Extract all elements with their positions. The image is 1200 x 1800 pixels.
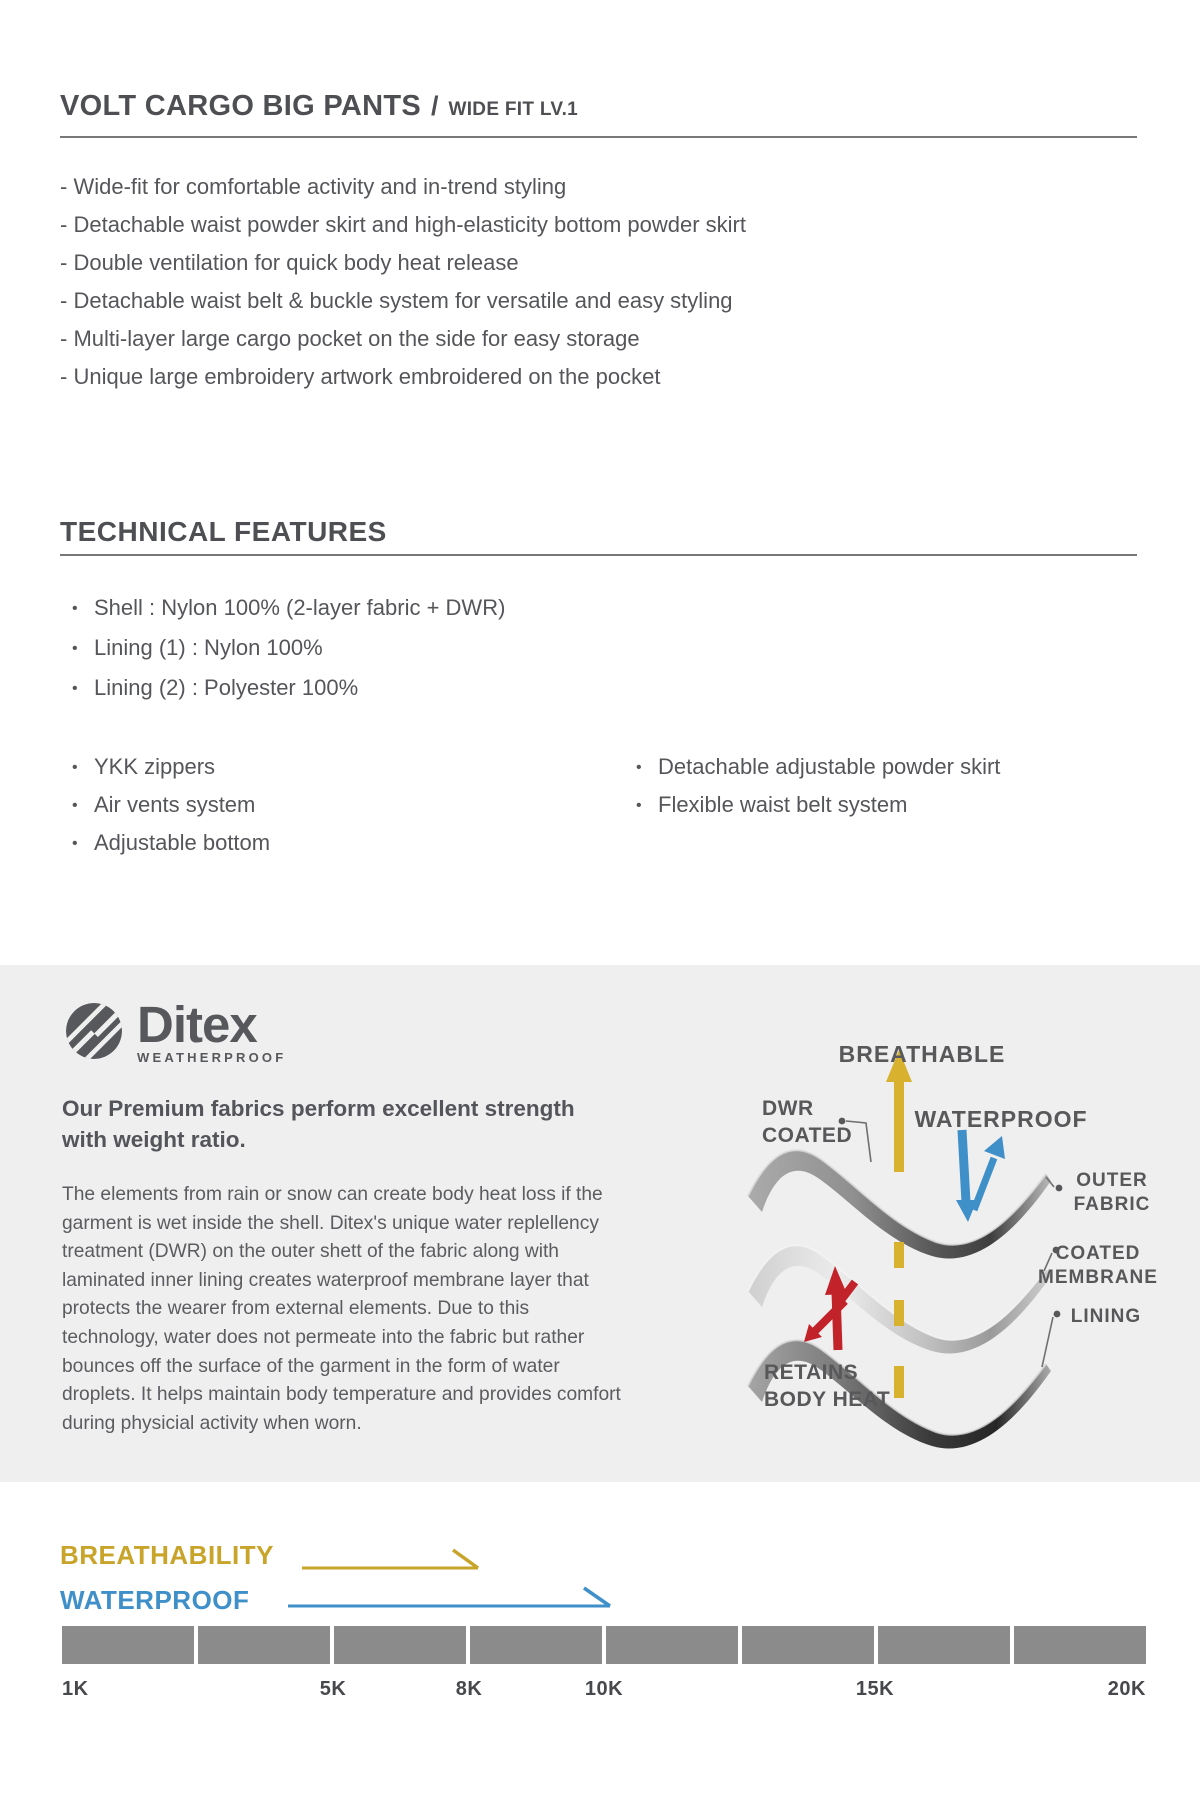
waterproof-scale-label: WATERPROOF: [60, 1585, 250, 1615]
title-underline: [60, 136, 1137, 138]
fit-label: WIDE FIT LV.1: [448, 99, 579, 120]
detail-item: • Flexible waist belt system: [630, 786, 1000, 824]
detail-item: • Adjustable bottom: [66, 824, 270, 862]
detail-item: • YKK zippers: [66, 748, 270, 786]
scale-segment: [1014, 1626, 1146, 1664]
detail-item: • Detachable adjustable powder skirt: [630, 748, 1000, 786]
outer-fabric-label: OUTER: [1076, 1170, 1148, 1191]
scale-segment: [334, 1626, 466, 1664]
technical-features-heading: TECHNICAL FEATURES: [60, 516, 387, 547]
detail-item: • Air vents system: [66, 786, 270, 824]
retains-body-heat-label: BODY HEAT: [764, 1388, 891, 1411]
scale-segment: [198, 1626, 330, 1664]
feature-list: [60, 168, 746, 396]
material-item: • Lining (2) : Polyester 100%: [66, 668, 505, 708]
scale-tick: 1K: [62, 1678, 89, 1700]
scale-tick: 8K: [455, 1678, 483, 1700]
breathability-label: BREATHABILITY: [60, 1540, 275, 1570]
feature-item: - Detachable waist belt & buckle system for versatile and easy styling: [60, 282, 746, 320]
feature-item: - Double ventilation for quick body heat release: [60, 244, 746, 282]
dwr-coated-label: COATED: [762, 1124, 853, 1147]
brand-tagline: WEATHERPROOF: [137, 1050, 287, 1065]
breathability-line: [300, 1548, 482, 1572]
fabric-description: The elements from rain or snow can create body heat loss if the garment is wet inside the shell. Ditex's unique water replellency treatment (DWR) on the outer shett of the fabric along with laminated inner lining creates waterproof membrane layer that protects the wearer from external elements. Due to this technology, water does not permeate into the fabric but rather bounces off the surface of the garment in the form of water droplets. It helps maintain body temperature and provides comfort during physicial activity when worn.: [62, 1184, 621, 1434]
retains-body-heat-label: RETAINS: [764, 1361, 859, 1384]
lining-label: LINING: [1070, 1306, 1142, 1327]
scale-tick: 10K: [584, 1678, 624, 1700]
ditex-brand-logo: [66, 996, 287, 1065]
dwr-coated-label: DWR: [762, 1097, 814, 1120]
fabric-headline: Our Premium fabrics perform excellent strength with weight ratio.: [62, 1096, 575, 1152]
scale-segment: [742, 1626, 874, 1664]
fabric-layers-diagram: [730, 1030, 1200, 1490]
feature-item: - Multi-layer large cargo pocket on the side for easy storage: [60, 320, 746, 358]
scale-segment: [470, 1626, 602, 1664]
scale-segment: [606, 1626, 738, 1664]
page-title: VOLT CARGO BIG PANTS: [60, 90, 421, 122]
technical-underline: [60, 554, 1137, 556]
feature-item: - Detachable waist powder skirt and high-elasticity bottom powder skirt: [60, 206, 746, 244]
ditex-logo-icon: [66, 1003, 122, 1059]
coated-membrane-label: MEMBRANE: [1038, 1267, 1158, 1288]
scale-segment: [62, 1626, 194, 1664]
outer-fabric-label: FABRIC: [1073, 1194, 1151, 1215]
waterproof-line: [286, 1586, 614, 1610]
materials-list: [66, 588, 505, 708]
rating-scale-bar: [62, 1626, 1146, 1664]
material-item: • Lining (1) : Nylon 100%: [66, 628, 505, 668]
scale-tick: 20K: [1107, 1678, 1146, 1700]
header: [60, 90, 1137, 123]
title-divider: /: [430, 91, 439, 121]
material-item: • Shell : Nylon 100% (2-layer fabric + DWR): [66, 588, 505, 628]
waterproof-label: WATERPROOF: [914, 1106, 1088, 1132]
feature-item: - Unique large embroidery artwork embroidered on the pocket: [60, 358, 746, 396]
details-list-left: [66, 748, 270, 862]
feature-item: - Wide-fit for comfortable activity and in-trend styling: [60, 168, 746, 206]
scale-tick: 5K: [319, 1678, 347, 1700]
scale-segment: [878, 1626, 1010, 1664]
brand-name: Ditex: [137, 996, 257, 1053]
breathable-label: BREATHABLE: [838, 1041, 1006, 1067]
scale-tick: 15K: [855, 1678, 895, 1700]
coated-membrane-label: COATED: [1055, 1243, 1141, 1264]
fabric-technology-section: [0, 965, 1200, 1482]
waterproof-arrow: [956, 1130, 1005, 1222]
details-list-right: [630, 748, 1000, 824]
